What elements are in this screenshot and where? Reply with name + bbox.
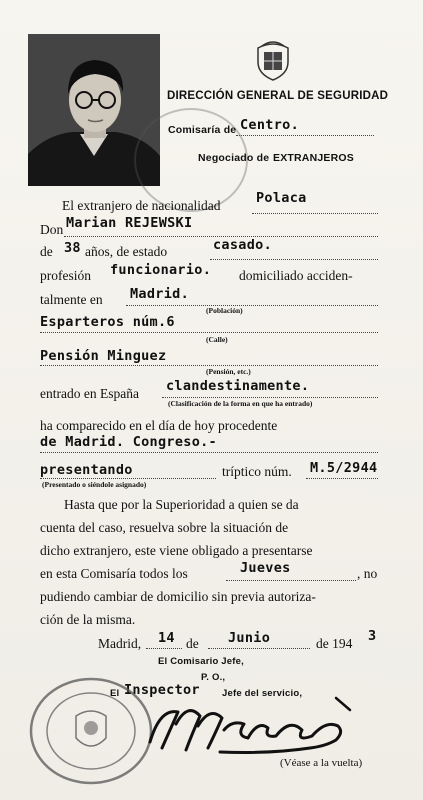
date-month: Junio: [228, 630, 271, 646]
profesion-value: funcionario.: [110, 262, 212, 278]
handwritten-signature: [140, 690, 370, 765]
ciudad-value: Madrid.: [130, 286, 189, 302]
body-line-5: pudiendo cambiar de domicilio sin previa autoriza-: [40, 589, 316, 604]
body-line-2: cuenta del caso, resuelva sobre la situación de: [40, 520, 289, 535]
nacionalidad-label: El extranjero de nacionalidad: [62, 198, 221, 213]
negociado-label: Negociado de: [198, 152, 270, 164]
entrada-value: clandestinamente.: [166, 378, 310, 394]
date-year-digit: 3: [368, 628, 377, 644]
agency-title: DIRECCIÓN GENERAL DE SEGURIDAD: [167, 90, 389, 102]
domiciliado-label: domiciliado acciden-: [239, 268, 353, 283]
entrada-caption: (Clasificación de la forma en que ha entrado): [168, 399, 313, 408]
don-label: Don: [40, 222, 64, 237]
pension-value: Pensión Minguez: [40, 348, 167, 364]
date-de-1: de: [186, 636, 199, 651]
anos-label: años, de estado: [85, 244, 168, 259]
presentando-value: presentando: [40, 462, 133, 478]
stamp-bottom: [28, 676, 154, 791]
inspector-value: Inspector: [124, 682, 200, 698]
el-label: El: [110, 688, 120, 699]
edad-value: 38: [64, 240, 81, 256]
coat-of-arms-icon: [254, 40, 292, 87]
body-line-6: ción de la misma.: [40, 612, 136, 627]
procedente-value: de Madrid. Congreso.-: [40, 434, 217, 450]
de-label: de: [40, 244, 53, 259]
comisario-jefe: El Comisario Jefe,: [158, 656, 244, 667]
calle-value: Esparteros núm.6: [40, 314, 175, 330]
body-line-3: dicho extranjero, este viene obligado a presentarse: [40, 543, 313, 558]
pension-caption: (Pensión, etc.): [206, 367, 251, 376]
talmente-label: talmente en: [40, 292, 103, 307]
comisaria-row: [168, 120, 236, 138]
calle-caption: (Calle): [206, 335, 228, 344]
comisaria-value: Centro.: [240, 117, 299, 133]
date-day: 14: [158, 630, 175, 646]
entrado-label: entrado en España: [40, 386, 139, 401]
body-line-1: Hasta que por la Superioridad a quien se da: [64, 497, 299, 512]
triptico-label: tríptico núm.: [222, 464, 292, 479]
date-de-2: de 194: [316, 636, 353, 651]
body-line-4-end: , no: [357, 566, 378, 581]
body-line-4-label: en esta Comisaría todos los: [40, 566, 188, 581]
po-label: P. O.,: [201, 672, 226, 683]
triptico-value: M.5/2944: [310, 460, 378, 476]
jefe-servicio: Jefe del servicio,: [222, 688, 303, 699]
nacionalidad-value: Polaca: [256, 190, 307, 206]
date-city: Madrid,: [98, 636, 142, 651]
estado-value: casado.: [213, 237, 272, 253]
comparecido-label: ha comparecido en el día de hoy procedente: [40, 418, 278, 433]
poblacion-caption: (Población): [206, 306, 243, 315]
presentado-caption: (Presentado o siéndole asignado): [42, 480, 147, 489]
nombre-value: Marian REJEWSKI: [66, 215, 193, 231]
jueves-value: Jueves: [240, 560, 291, 576]
profesion-label: profesión: [40, 268, 91, 283]
negociado-value: EXTRANJEROS: [273, 152, 354, 164]
vease-footer: (Véase a la vuelta): [280, 757, 363, 769]
comisaria-label: Comisaría de: [168, 124, 237, 136]
